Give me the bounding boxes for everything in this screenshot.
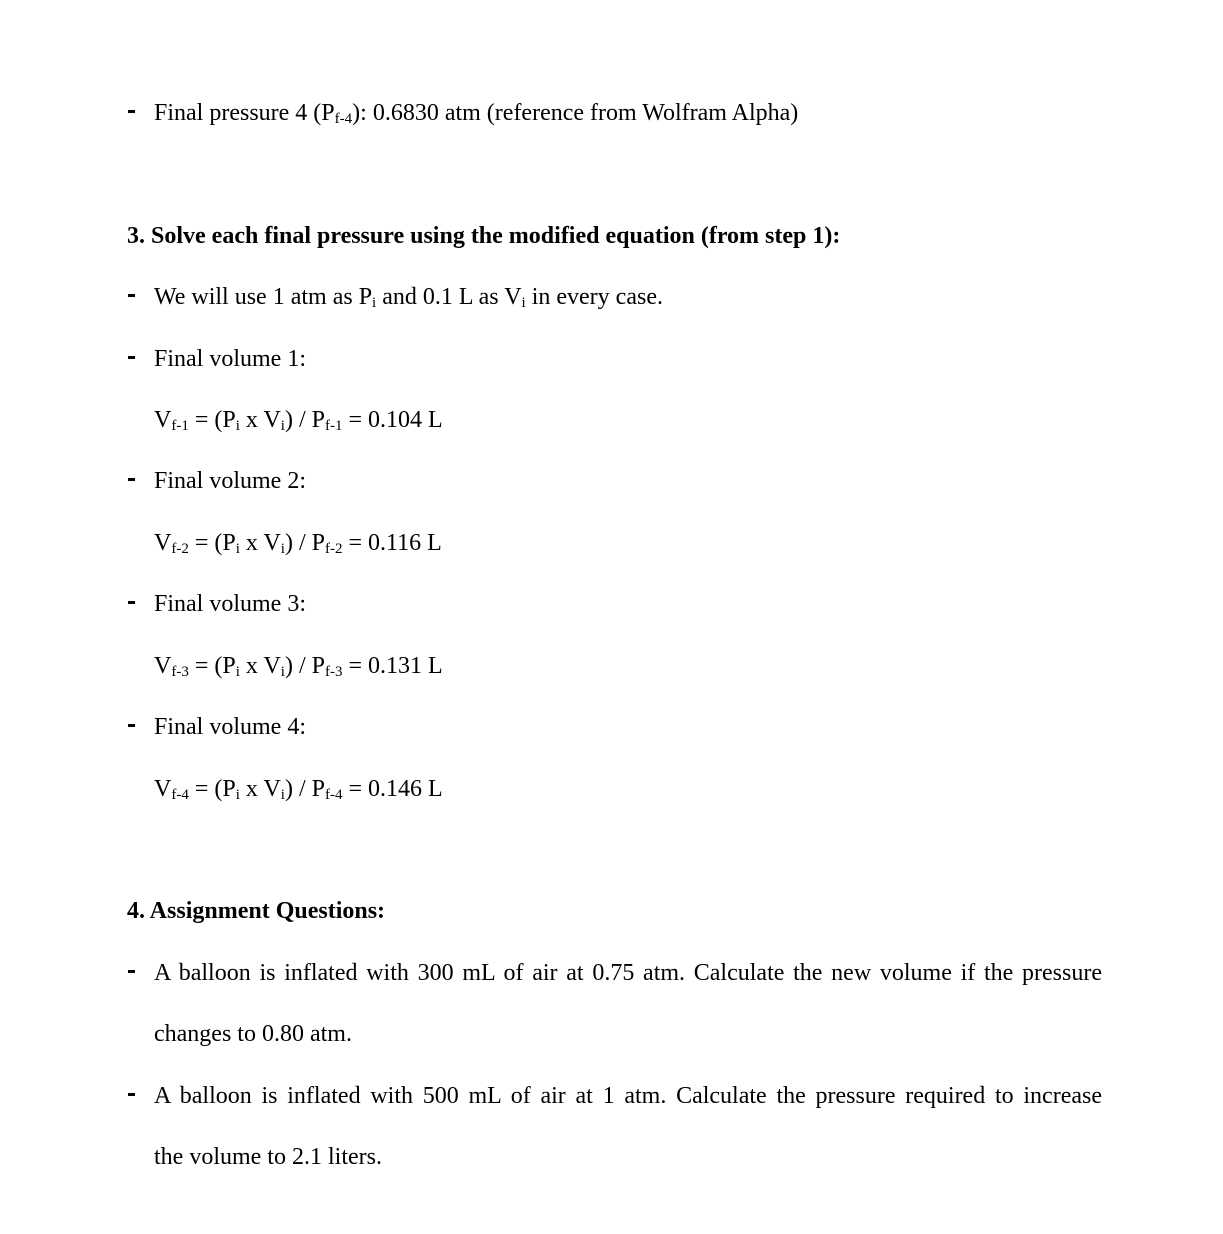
question-2-line-2: the volume to 2.1 liters. [154,1144,382,1170]
final-volume-1-label: Final volume 1: [154,346,306,372]
text: V [154,407,172,433]
final-volume-4-label: Final volume 4: [154,714,306,740]
subscript: i [235,664,240,680]
subscript: f-3 [171,664,189,680]
subscript: f-4 [324,787,343,803]
text: We will use 1 atm as P [154,284,373,310]
subscript: i [372,295,377,311]
text: = 0.131 L [342,653,443,679]
question-1-line-2: changes to 0.80 atm. [154,1021,352,1047]
section-3-heading: 3. Solve each final pressure using the modified equation (from step 1): [127,223,841,249]
text: x V [239,776,281,802]
text: V [154,530,172,556]
subscript: f-3 [324,664,343,680]
bullet-dash [128,294,135,297]
subscript: i [235,418,240,434]
bullet-dash [128,970,135,973]
text: ) / P [284,530,325,556]
text: = (P [188,653,236,679]
question-2-line-1: A balloon is inflated with 500 mL of air at 1 atm. Calculate the pressure required to increase [154,1083,1102,1109]
text: V [154,776,172,802]
text: = 0.116 L [342,530,442,556]
text: Final pressure 4 (P [154,100,335,126]
bullet-dash [128,356,135,359]
final-volume-3-equation [154,651,443,681]
text: = (P [188,407,236,433]
text: in every case. [525,284,663,310]
subscript: f-1 [171,418,189,434]
text: = (P [188,776,236,802]
subscript: i [235,541,240,557]
text: x V [239,530,281,556]
bullet-dash [128,478,135,481]
final-volume-3-label: Final volume 3: [154,591,306,617]
subscript: i [521,295,526,311]
subscript: f-1 [324,418,343,434]
final-volume-4-equation [154,774,443,804]
bullet-dash [128,724,135,727]
final-pressure-4-line [154,98,798,128]
final-volume-2-equation [154,528,442,558]
text: ) / P [284,407,325,433]
final-volume-1-equation [154,405,443,435]
bullet-dash [128,1093,135,1096]
subscript: f-2 [324,541,343,557]
text: V [154,653,172,679]
bullet-dash [128,110,135,113]
text: and 0.1 L as V [376,284,522,310]
text: x V [239,407,281,433]
subscript: i [280,787,285,803]
text: = (P [188,530,236,556]
subscript: i [235,787,240,803]
subscript: i [280,541,285,557]
text: = 0.104 L [342,407,443,433]
subscript: f-2 [171,541,189,557]
text: x V [239,653,281,679]
text: ) / P [284,776,325,802]
final-volume-2-label: Final volume 2: [154,468,306,494]
text: = 0.146 L [342,776,443,802]
subscript: f-4 [334,111,353,127]
text: ) / P [284,653,325,679]
text: ): 0.6830 atm (reference from Wolfram Alpha) [352,100,799,126]
bullet-dash [128,601,135,604]
subscript: i [280,664,285,680]
question-1-line-1: A balloon is inflated with 300 mL of air at 0.75 atm. Calculate the new volume if the pressure [154,960,1102,986]
section-4-heading: 4. Assignment Questions: [127,898,386,924]
intro-line [154,282,663,312]
subscript: i [280,418,285,434]
subscript: f-4 [171,787,189,803]
